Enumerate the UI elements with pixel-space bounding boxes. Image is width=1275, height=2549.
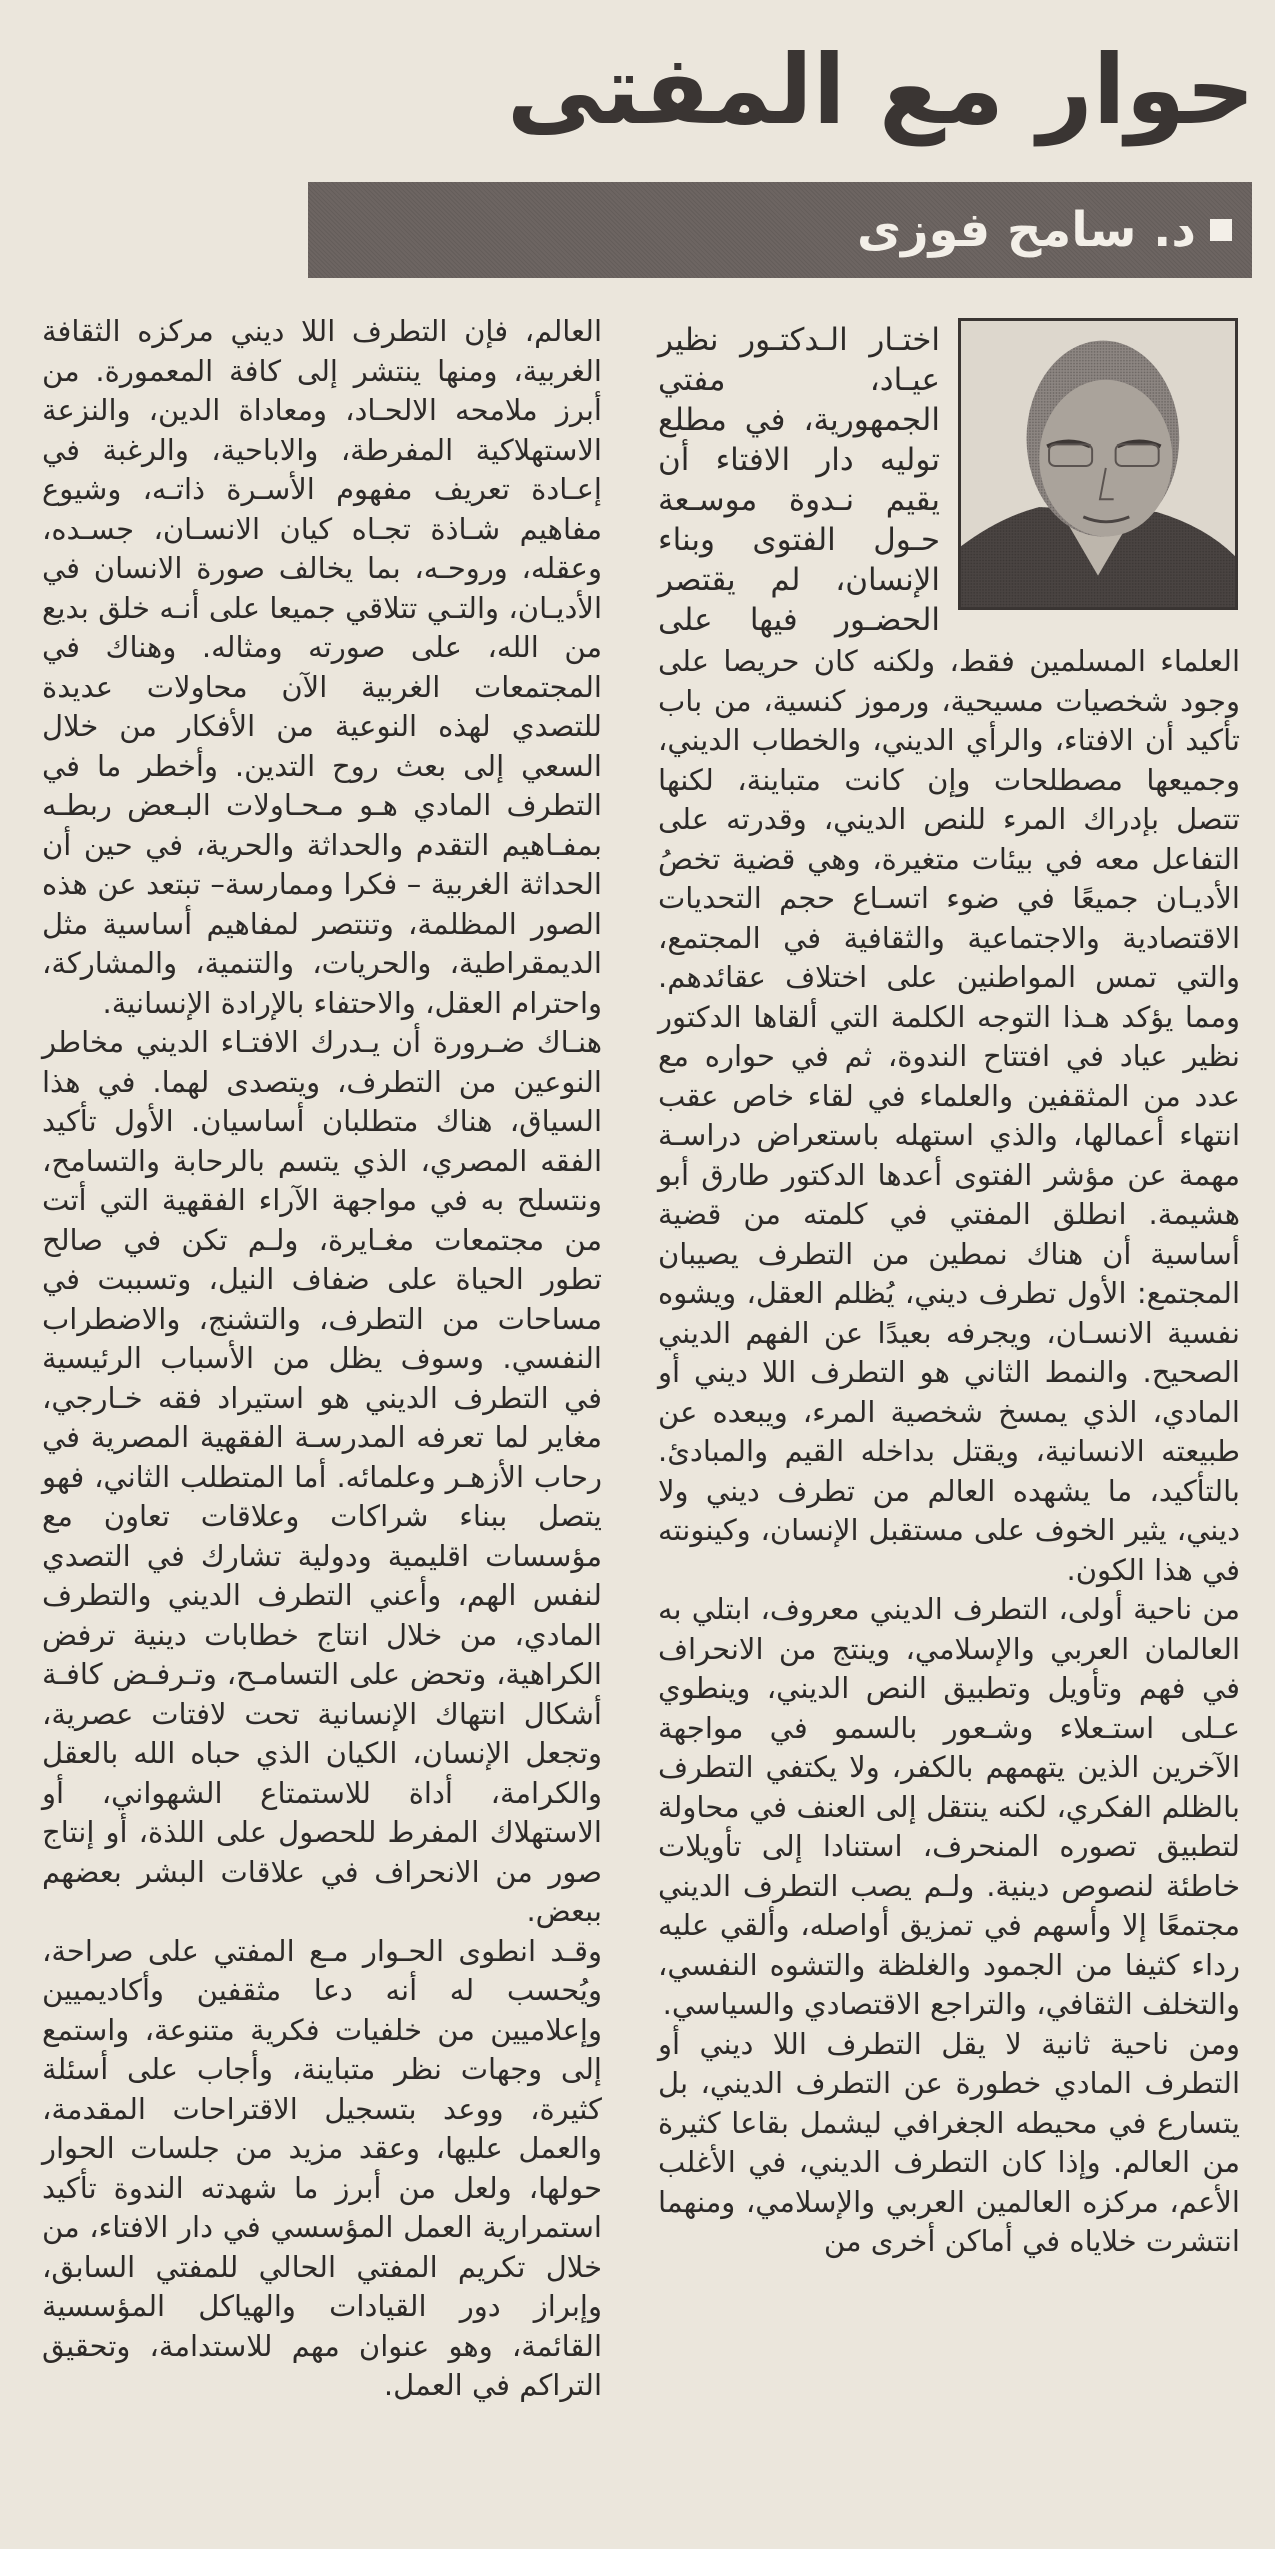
- author-photo: [958, 318, 1238, 610]
- article-intro-column: [658, 320, 940, 640]
- bullet-square-icon: [1210, 219, 1232, 241]
- article-left-column: [42, 312, 602, 2406]
- article-paragraph: ومن ناحية ثانية لا يقل التطرف اللا ديني أو التطرف المادي خطورة عن التطرف الديني، بل يتسارع في محيطه الجغرافي ليشمل بقاعا كثيرة من العالم. وإذا كان التطرف الديني، في الأغلب الأعم، مركزه العالمين العربي والإسلامي، ومنهما انتشرت خلاياه في أماكن أخرى من: [658, 2026, 1240, 2258]
- article-intro-paragraph: اختـار الـدكتـور نظير عيـاد، مفتي الجمهورية، في مطلع توليه دار الافتاء أن يقيم نـدوة موسـعة حـول الفتوى وبناء الإنسان، لم يقتصر الحضـور فيها على: [658, 322, 940, 638]
- byline-bar: [308, 182, 1252, 278]
- article-paragraph: وقـد انطوى الحـوار مـع المفتي على صراحة، ويُحسب له أنه دعا مثقفين وأكاديميين وإعلاميين من خلفيات فكرية متنوعة، واستمع إلى وجهات نظر متباينة، وأجاب على أسئلة كثيرة، ووعد بتسجيل الاقتراحات المقدمة، والعمل عليها، وعقد مزيد من جلسات الحوار حولها، ولعل من أبرز ما شهدته الندوة تأكيد استمرارية العمل المؤسسي في دار الافتاء، من خلال تكريم المفتي الحالي للمفتي السابق، وإبراز دور القيادات والهياكل المؤسسية القائمة، وهو عنوان مهم للاستدامة، وتحقيق التراكم في العمل.: [42, 1933, 602, 2402]
- portrait-icon: [961, 321, 1235, 607]
- article-paragraph: هنـاك ضـرورة أن يـدرك الافتـاء الديني مخاطر النوعين من التطرف، ويتصدى لهما. في هذا السياق، هناك متطلبان أساسيان. الأول تأكيد الفقه المصري، الذي يتسم بالرحابة والتسامح، ونتسلح به في مواجهة الآراء الفقهية التي أتت من مجتمعات مغـايرة، ولـم تكن في صالح تطور الحياة على ضفاف النيل، وتسببت في مساحات من التطرف، والتشنج، والاضطراب النفسي. وسوف يظل من الأسباب الرئيسية في التطرف الديني هو استيراد فقه خـارجي، مغاير لما تعرفه المدرسـة الفقهية المصرية في رحاب الأزهـر وعلمائه. أما المتطلب الثاني، فهو يتصل ببناء شراكات وعلاقات تعاون مع مؤسسات اقليمية ودولية تشارك في التصدي لنفس الهم، وأعني التطرف الديني والتطرف المادي، من خلال انتاج خطابات دينية ترفض الكراهية، وتحض على التسامـح، وتـرفـض كافـة أشكال انتهاك الإنسانية تحت لافتات عصرية، وتجعل الإنسان، الكيان الذي حباه الله بالعقل والكرامة، أداة للاستمتاع الشهواني، أو الاستهلاك المفرط للحصول على اللذة، أو إنتاج صور من الانحراف في علاقات البشر بعضهم ببعض.: [42, 1025, 602, 1928]
- article-paragraph: العالم، فإن التطرف اللا ديني مركزه الثقافة الغربية، ومنها ينتشر إلى كافة المعمورة. من أبرز ملامحه الالحـاد، ومعاداة الدين، والنزعة الاستهلاكية المفرطة، والاباحية، والرغبة في إعـادة تعريف مفهوم الأسـرة ذاتـه، وشيوع مفاهيم شـاذة تجـاه كيان الانسـان، جسـده، وعقله، وروحـه، بما يخالف صورة الانسان في الأديـان، والتـي تتلاقي جميعا على أنـه خلق بديع من الله، على صورته ومثاله. وهناك في المجتمعات الغربية الآن محاولات عديدة للتصدي لهذه النوعية من الأفكار من خلال السعي إلى بعث روح التدين. وأخطر ما في التطرف المادي هـو مـحـاولات البـعض ربطـه بمفـاهيم التقدم والحداثة والحرية، في حين أن الحداثة الغربية – فكرا وممارسة– تبتعد عن هذه الصور المظلمة، وتنتصر لمفاهيم أساسية مثل الديمقراطية، والحريات، والتنمية، والمشاركة، واحترام العقل، والاحتفاء بالإرادة الإنسانية.: [42, 314, 602, 1020]
- article-headline: حوار مع المفتى: [506, 34, 1255, 146]
- author-byline: د. سامح فوزى: [857, 202, 1196, 258]
- article-right-column: [658, 642, 1240, 2262]
- article-paragraph: العلماء المسلمين فقط، ولكنه كان حريصا على وجود شخصيات مسيحية، ورموز كنسية، من باب تأكيد أن الافتاء، والرأي الديني، والخطاب الديني، وجميعها مصطلحات وإن كانت متباينة، لكنها تتصل بإدراك المرء للنص الديني، وقدرته على التفاعل معه في بيئات متغيرة، وهي قضية تخصُ الأديـان جميعًا في ضوء اتسـاع حجم التحديات الاقتصادية والاجتماعية والثقافية في المجتمع، والتي تمس المواطنين على اختلاف عقائدهم. ومما يؤكد هـذا التوجه الكلمة التي ألقاها الدكتور نظير عياد في افتتاح الندوة، ثم في حواره مع عدد من المثقفين والعلماء في لقاء خاص عقب انتهاء أعمالها، والذي استهله باستعراض دراسـة مهمة عن مؤشر الفتوى أعدها الدكتور طارق أبو هشيمة. انطلق المفتي في كلمته من قضية أساسية أن هناك نمطين من التطرف يصيبان المجتمع: الأول تطرف ديني، يُظلم العقل، ويشوه نفسية الانسـان، ويجرفه بعيدًا عن الفهم الديني الصحيح. والنمط الثاني هو التطرف اللا ديني أو المادي، الذي يمسخ شخصية المرء، ويبعده عن طبيعته الانسانية، ويقتل بداخله القيم والمبادئ. بالتأكيد، ما يشهده العالم من تطرف ديني ولا ديني، يثير الخوف على مستقبل الإنسان، وكينونته في هذا الكون.: [658, 644, 1240, 1587]
- article-paragraph: من ناحية أولى، التطرف الديني معروف، ابتلي به العالمان العربي والإسلامي، وينتج من الانحراف في فهم وتأويل وتطبيق النص الديني، وينطوي عـلى استـعلاء وشـعور بالسمو في مواجهة الآخرين الذين يتهمهم بالكفر، ولا يكتفي التطرف بالظلم الفكري، لكنه ينتقل إلى العنف في محاولة لتطبيق تصوره المنحرف، استنادا إلى تأويلات خاطئة لنصوص دينية. ولـم يصب التطرف الديني مجتمعًا إلا وأسهم في تمزيق أواصله، وألقي عليه رداء كثيفا من الجمود والغلظة والتشوه النفسي، والتخلف الثقافي، والتراجع الاقتصادي والسياسي.: [658, 1592, 1240, 2021]
